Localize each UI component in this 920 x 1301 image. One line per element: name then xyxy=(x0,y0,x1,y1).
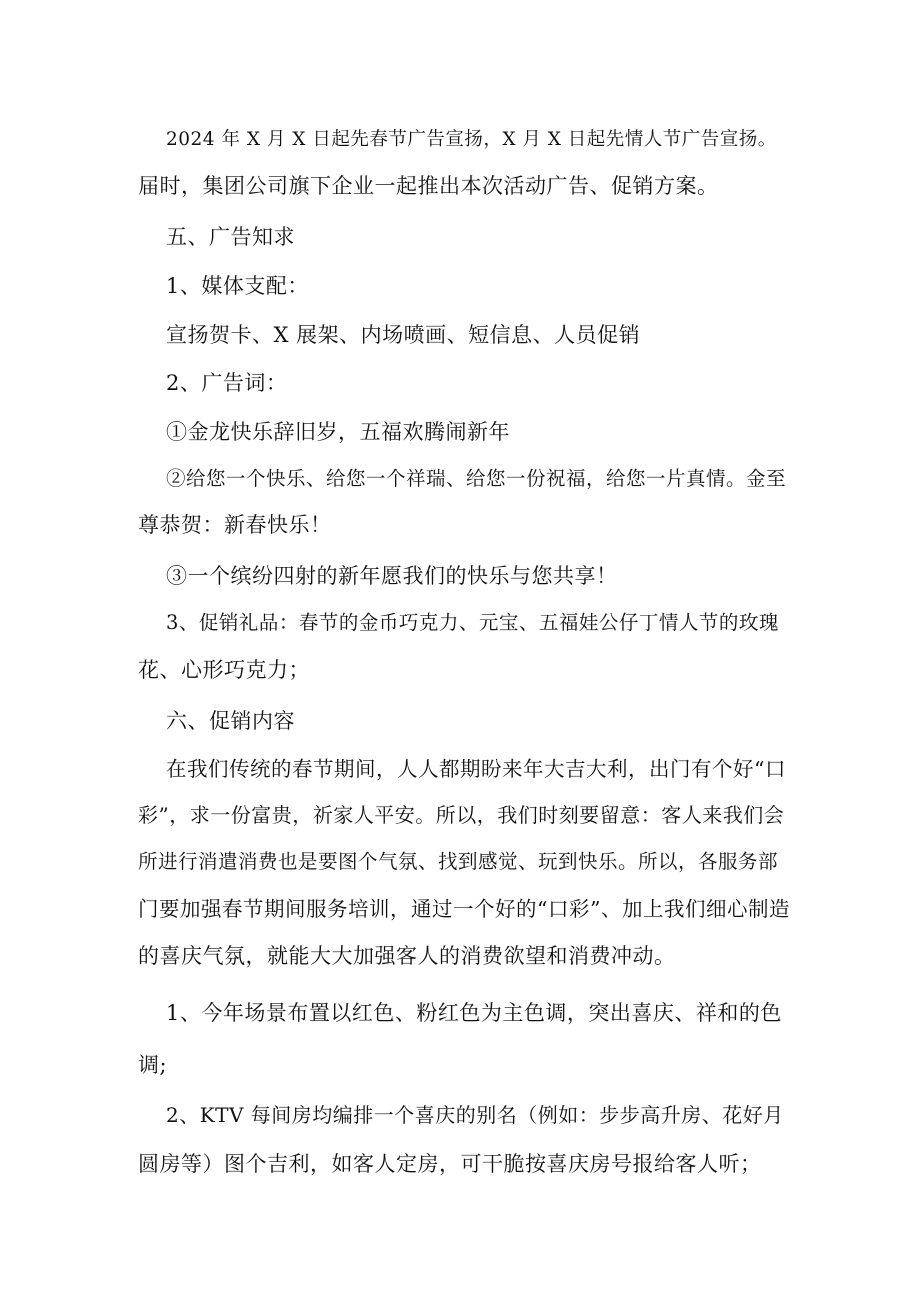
section-heading: 六、促销内容 xyxy=(166,709,295,733)
text-line: 的喜庆气氛，就能大大加强客人的消费欲望和消费冲动。 xyxy=(138,944,676,968)
text-line: 宣扬贺卡、X 展架、内场喷画、短信息、人员促销 xyxy=(166,323,641,347)
slogan-item: ③一个缤纷四射的新年愿我们的快乐与您共享！ xyxy=(166,564,618,588)
text-line: 彩”，求一份富贵，祈家人平安。所以，我们时刻要留意：客人来我们会 xyxy=(138,803,785,827)
text-line: 所进行消遣消费也是要图个气氛、找到感觉、玩到快乐。所以，各服务部 xyxy=(138,850,779,873)
text-line: 门要加强春节期间服务培训，通过一个好的“口彩”、加上我们细心制造 xyxy=(138,897,790,921)
text-line: 2024 年 X 月 X 日起先春节广告宣扬，X 月 X 日起先情人节广告宣扬。 xyxy=(166,129,777,150)
text-line: 在我们传统的春节期间，人人都期盼来年大吉大利，出门有个好“口 xyxy=(166,757,786,781)
text-line: 届时，集团公司旗下企业一起推出本次活动广告、促销方案。 xyxy=(138,174,719,198)
text-line: 花、心形巧克力； xyxy=(138,658,310,682)
slogan-item: ①金龙快乐辞旧岁，五福欢腾闹新年 xyxy=(166,420,510,444)
text-line: 尊恭贺：新春快乐！ xyxy=(138,513,332,537)
subheading: 1、媒体支配： xyxy=(166,274,309,298)
subheading: 2、广告词： xyxy=(166,371,288,395)
slogan-item: ②给您一个快乐、给您一个祥瑞、给您一份祝福，给您一片真情。金至 xyxy=(166,467,787,490)
text-line: 圆房等）图个吉利，如客人定房，可干脆按喜庆房号报给客人听； xyxy=(138,1152,762,1176)
text-line: 调; xyxy=(138,1053,168,1077)
text-line: 3、促销礼品：春节的金币巧克力、元宝、五福娃公仔丁情人节的玫瑰 xyxy=(166,611,779,634)
list-item: 2、KTV 每间房均编排一个喜庆的别名（例如：步步高升房、花好月 xyxy=(166,1103,784,1127)
list-item: 1、今年场景布置以红色、粉红色为主色调，突出喜庆、祥和的色 xyxy=(166,1001,782,1025)
section-heading: 五、广告知求 xyxy=(166,225,295,249)
